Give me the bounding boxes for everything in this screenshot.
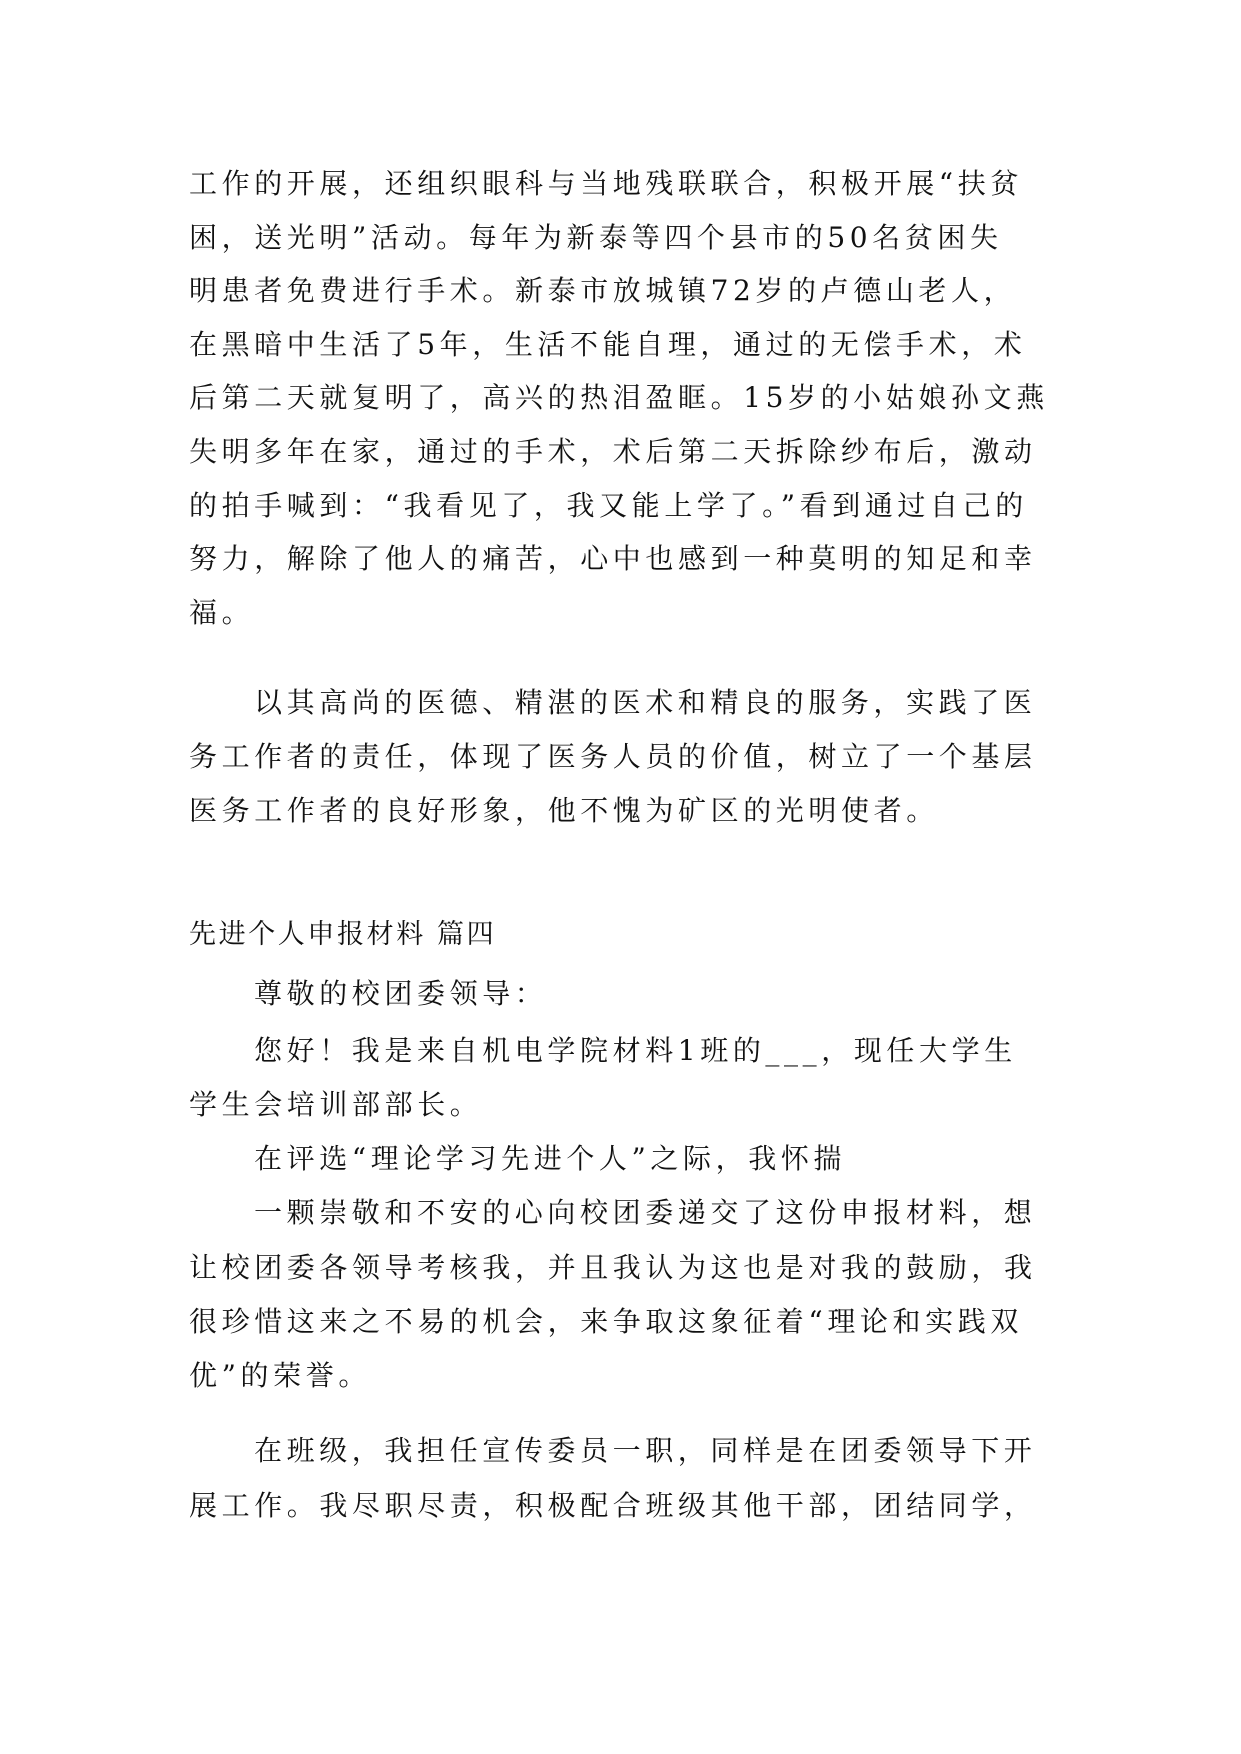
body-text-line: 后第二天就复明了，高兴的热泪盈眶。15岁的小姑娘孙文燕 [189, 381, 1049, 414]
body-text-line: 让校团委各领导考核我，并且我认为这也是对我的鼓励，我 [189, 1251, 1037, 1284]
body-text-line: 努力，解除了他人的痛苦，心中也感到一种莫明的知足和幸 [189, 542, 1037, 575]
section-heading: 先进个人申报材料 篇四 [189, 919, 497, 950]
body-text-line: 在评选“理论学习先进个人”之际，我怀揣 [254, 1142, 847, 1175]
body-text-line: 一颗崇敬和不安的心向校团委递交了这份申报材料，想 [254, 1196, 1037, 1229]
body-text-line: 展工作。我尽职尽责，积极配合班级其他干部，团结同学， [189, 1489, 1037, 1522]
body-text-line: 学生会培训部部长。 [189, 1088, 483, 1121]
body-text-line: 工作的开展，还组织眼科与当地残联联合，积极开展“扶贫 [189, 167, 1023, 200]
body-text-line: 的拍手喊到：“我看见了，我又能上学了。”看到通过自己的 [189, 489, 1028, 522]
body-text-line: 很珍惜这来之不易的机会，来争取这象征着“理论和实践双 [189, 1305, 1023, 1338]
body-text-line: 福。 [189, 596, 255, 629]
body-text-line: 失明多年在家，通过的手术，术后第二天拆除纱布后，激动 [189, 435, 1037, 468]
body-text-line: 以其高尚的医德、精湛的医术和精良的服务，实践了医 [254, 686, 1037, 719]
body-text-line: 困，送光明”活动。每年为新泰等四个县市的50名贫困失 [189, 221, 1003, 254]
body-text-line: 医务工作者的良好形象，他不愧为矿区的光明使者。 [189, 794, 939, 827]
body-text-line: 在黑暗中生活了5年，生活不能自理，通过的无偿手术，术 [189, 328, 1027, 361]
body-text-line: 务工作者的责任，体现了医务人员的价值，树立了一个基层 [189, 740, 1037, 773]
body-text-line: 您好！我是来自机电学院材料1班的___，现任大学生 [254, 1034, 1017, 1067]
body-text-line: 优”的荣誉。 [189, 1359, 371, 1392]
salutation: 尊敬的校团委领导： [254, 977, 548, 1010]
body-text-line: 明患者免费进行手术。新泰市放城镇72岁的卢德山老人， [189, 274, 1017, 307]
body-text-line: 在班级，我担任宣传委员一职，同样是在团委领导下开 [254, 1434, 1037, 1467]
